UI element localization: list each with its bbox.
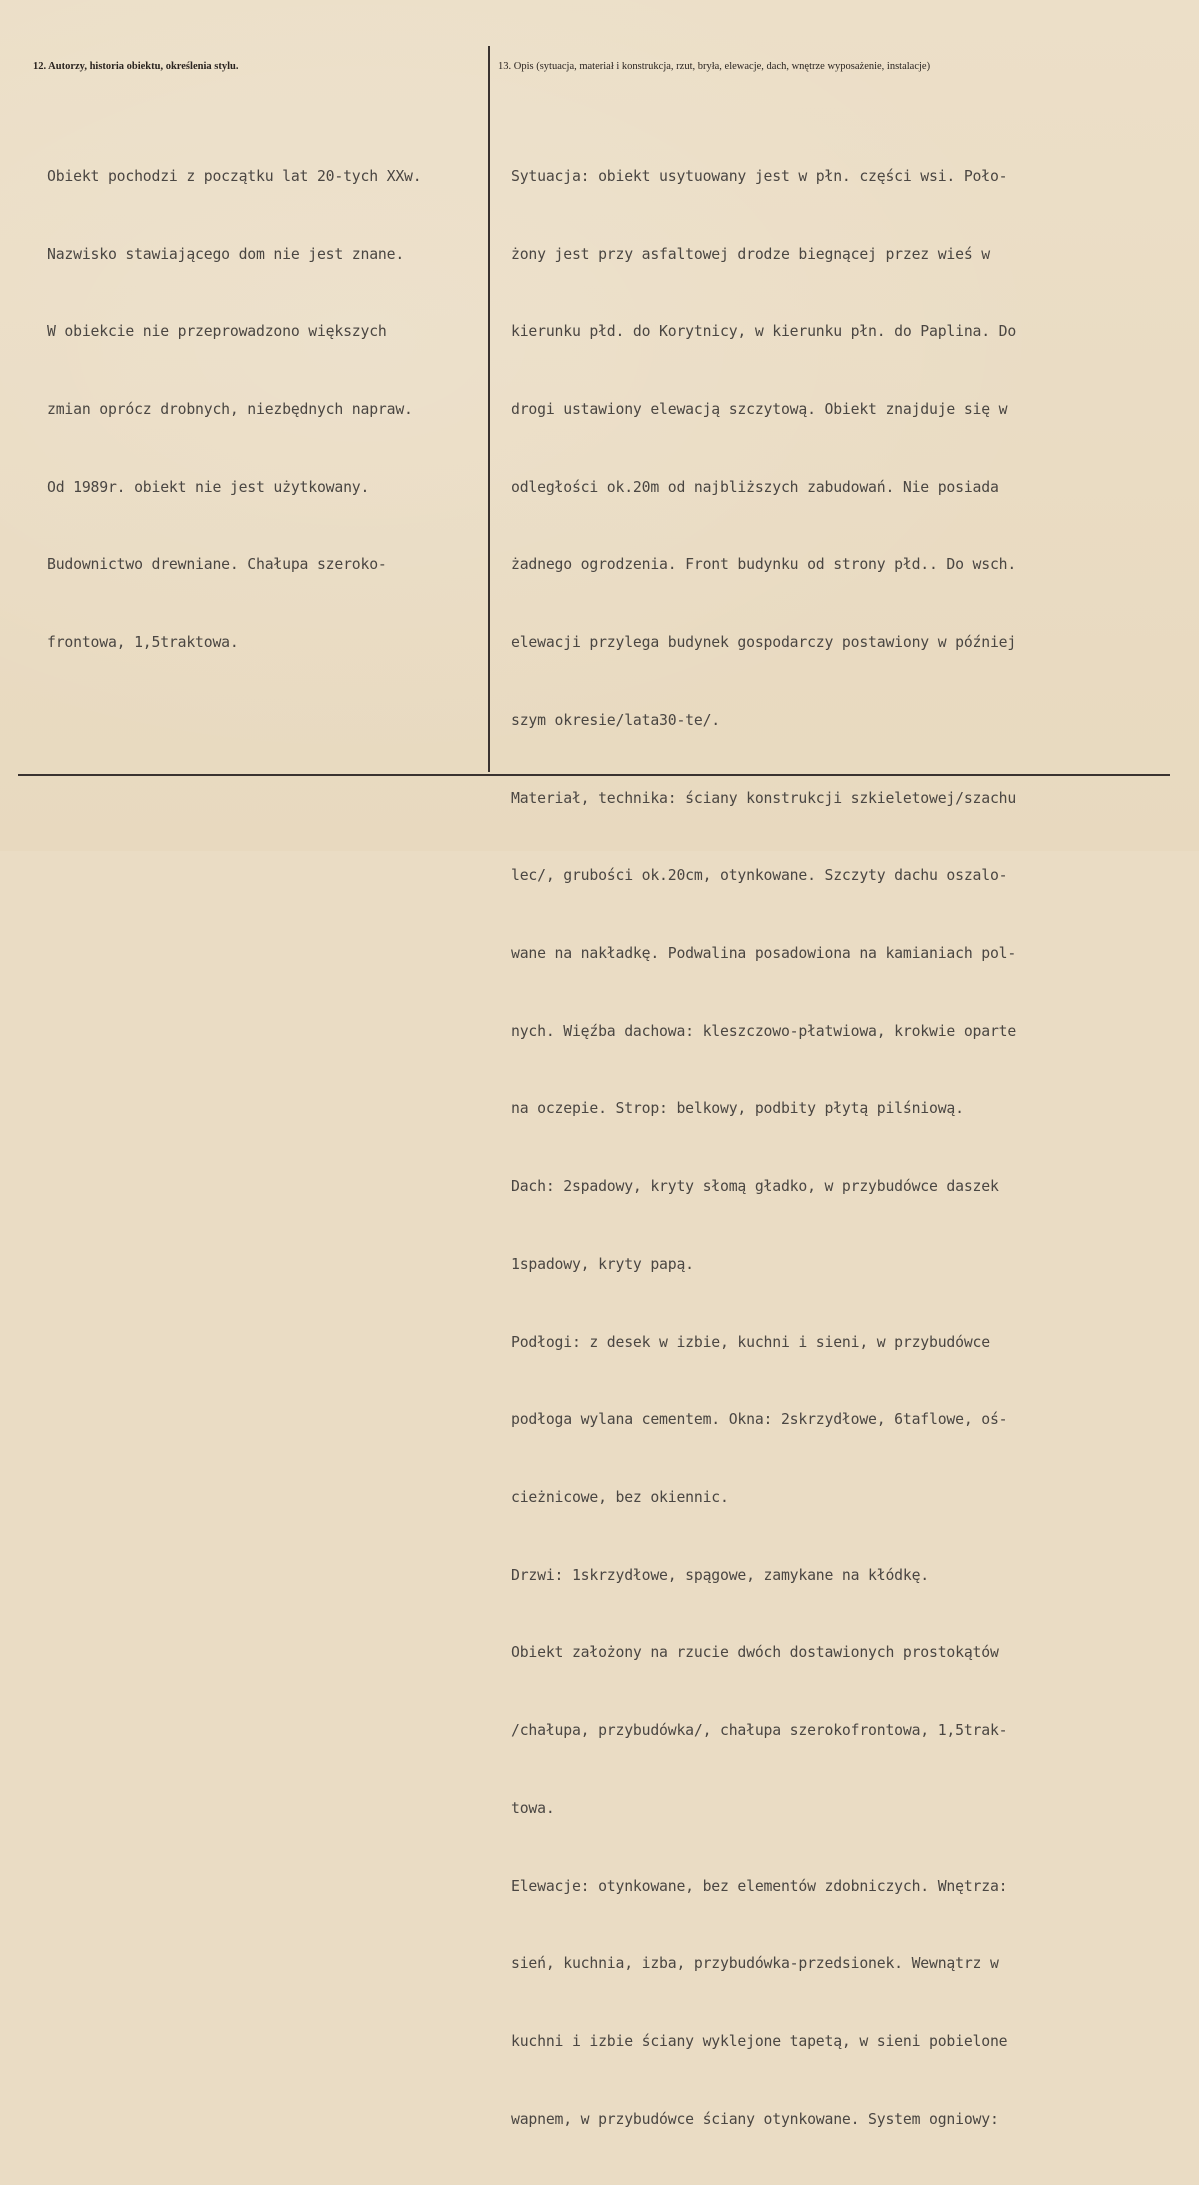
- text-line: kuchni i izbie ściany wyklejone tapetą, w sieni pobielone: [511, 2033, 1008, 2051]
- text-line: szym okresie/lata30-te/.: [511, 711, 721, 729]
- text-line: cieżnicowe, bez okiennic.: [511, 1489, 729, 1507]
- text-line: wane na nakładkę. Podwalina posadowiona na kamianiach pol-: [511, 945, 1017, 962]
- text-line: sień, kuchnia, izba, przybudówka-przedsionek. Wewnątrz w: [511, 1955, 999, 1973]
- text-line: Obiekt założony na rzucie dwóch dostawionych prostokątów: [511, 1644, 999, 1662]
- text-line: podłoga wylana cementem. Okna: 2skrzydłowe, 6taflowe, oś-: [511, 1411, 1008, 1429]
- text-line: Elewacje: otynkowane, bez elementów zdobniczych. Wnętrza:: [511, 1877, 1008, 1895]
- text-line: odległości ok.20m od najbliższych zabudowań. Nie posiada: [511, 478, 999, 496]
- text-line: W obiekcie nie przeprowadzono większych: [47, 323, 387, 341]
- text-line: frontowa, 1,5traktowa.: [47, 634, 239, 652]
- text-line: Od 1989r. obiekt nie jest użytkowany.: [47, 478, 370, 496]
- section-12-heading: 12. Autorzy, historia obiektu, określenia stylu.: [33, 61, 239, 72]
- text-line: Podłogi: z desek w izbie, kuchni i sieni, w przybudówce: [511, 1333, 990, 1351]
- text-line: Sytuacja: obiekt usytuowany jest w płn. części wsi. Poło-: [511, 167, 1008, 185]
- text-line: Drzwi: 1skrzydłowe, spągowe, zamykane na kłódkę.: [511, 1566, 930, 1584]
- section-13-heading: 13. Opis (sytuacja, materiał i konstrukcja, rzut, bryła, elewacje, dach, wnętrze wyposażenie, instalacje): [498, 61, 931, 72]
- text-line: Obiekt pochodzi z początku lat 20-tych XXw.: [47, 167, 422, 185]
- text-line: żony jest przy asfaltowej drodze biegnącej przez wieś w: [511, 245, 990, 263]
- section-13-body: [511, 112, 1016, 2185]
- text-line: Budownictwo drewniane. Chałupa szeroko-: [47, 556, 387, 574]
- text-line: /chałupa, przybudówka/, chałupa szerokofrontowa, 1,5trak-: [511, 1722, 1008, 1740]
- text-line: żadnego ogrodzenia. Front budynku od strony płd.. Do wsch.: [511, 556, 1017, 574]
- text-line: Materiał, technika: ściany konstrukcji szkieletowej/szachu: [511, 789, 1017, 807]
- text-line: Nazwisko stawiającego dom nie jest znane.: [47, 245, 405, 263]
- text-line: wapnem, w przybudówce ściany otynkowane. System ogniowy:: [511, 2110, 999, 2128]
- text-line: drogi ustawiony elewacją szczytową. Obiekt znajduje się w: [511, 400, 1008, 418]
- text-line: zmian oprócz drobnych, niezbędnych napraw.: [47, 400, 413, 418]
- column-divider: [488, 46, 490, 772]
- text-line: kierunku płd. do Korytnicy, w kierunku płn. do Paplina. Do: [511, 323, 1017, 341]
- text-line: elewacji przylega budynek gospodarczy postawiony w później: [511, 634, 1017, 652]
- text-line: lec/, grubości ok.20cm, otynkowane. Szczyty dachu oszalo-: [511, 867, 1008, 885]
- text-line: na oczepie. Strop: belkowy, podbity płytą pilśniową.: [511, 1100, 964, 1118]
- text-line: nych. Więźba dachowa: kleszczowo-płatwiowa, krokwie oparte: [511, 1022, 1017, 1040]
- text-line: Dach: 2spadowy, kryty słomą gładko, w przybudówce daszek: [511, 1178, 999, 1196]
- text-line: 1spadowy, kryty papą.: [511, 1255, 694, 1273]
- text-line: towa.: [511, 1799, 555, 1817]
- section-12-body: [47, 112, 421, 708]
